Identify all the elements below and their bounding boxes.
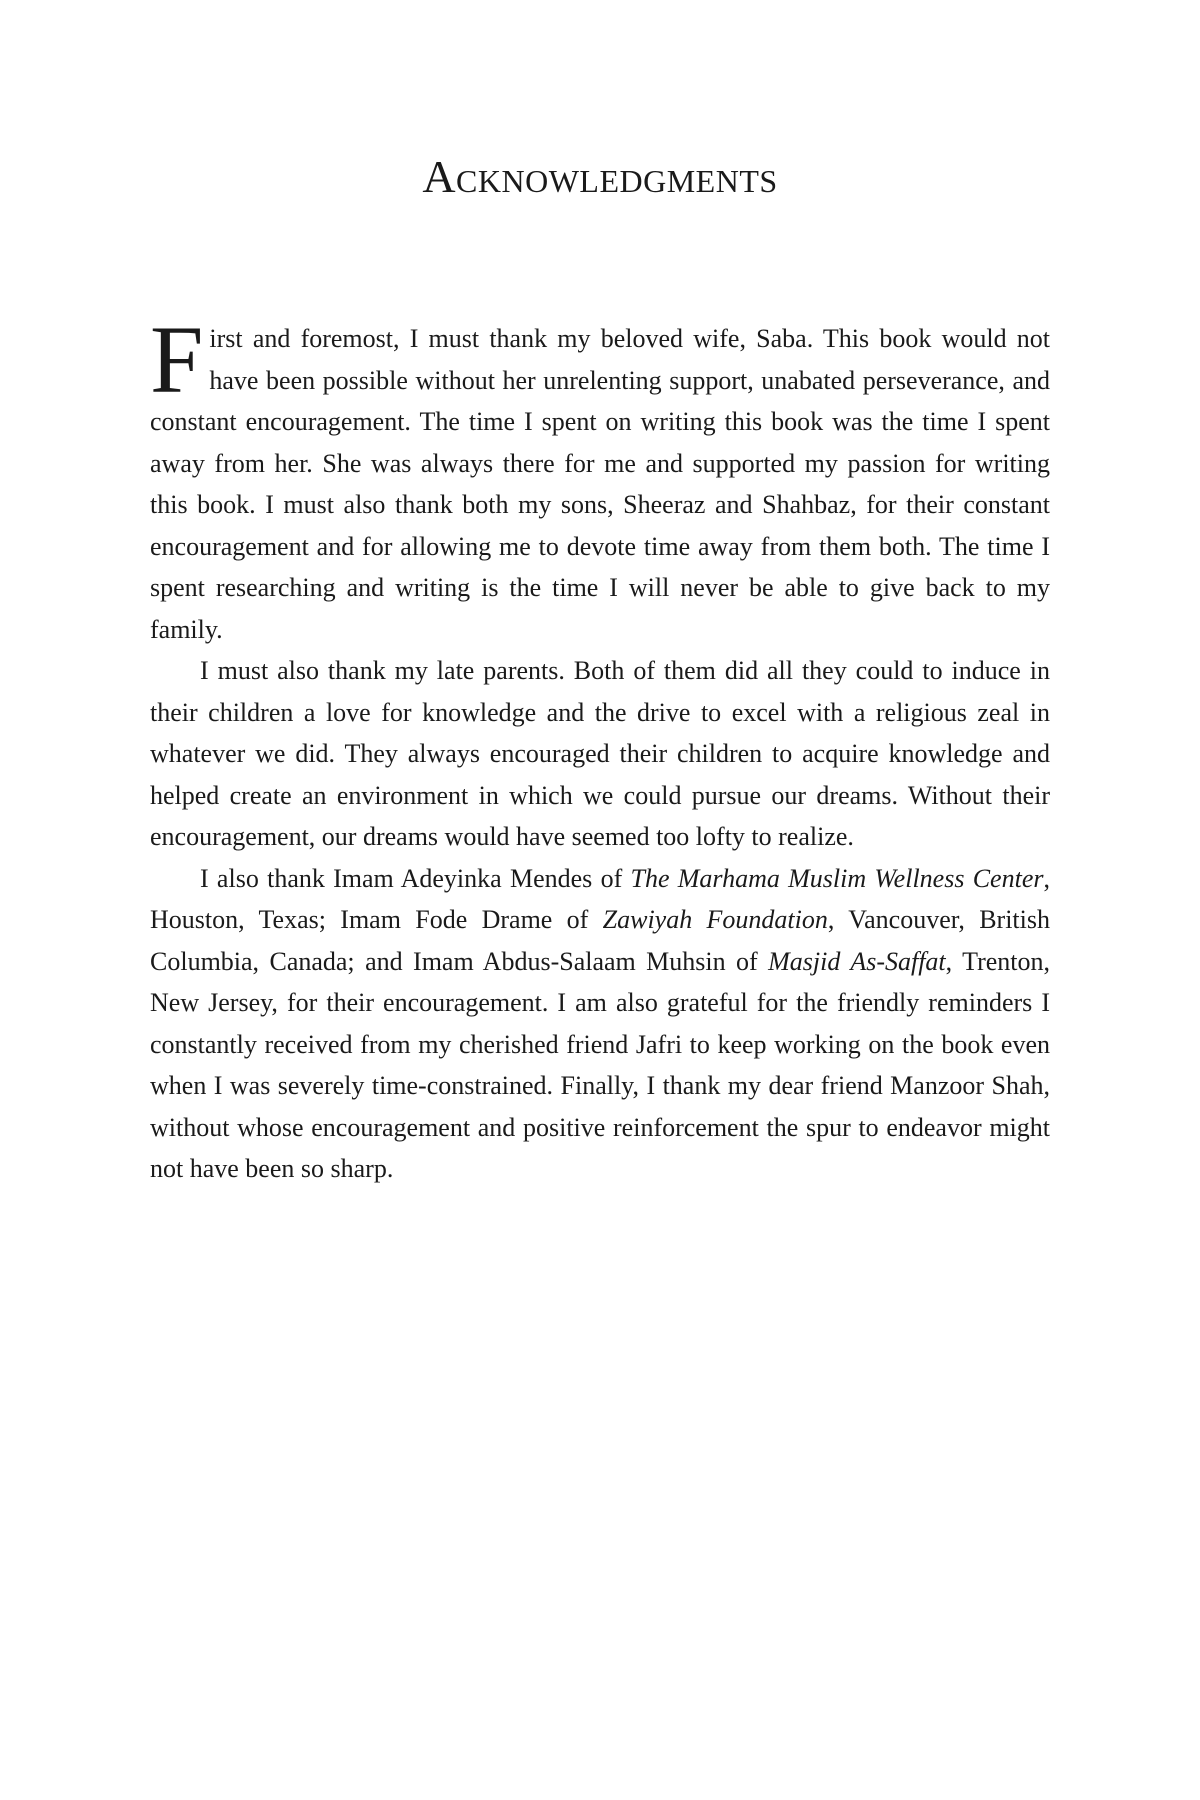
- organization-name-3: Masjid As-Saffat: [768, 946, 946, 976]
- page-title: Acknowledgments: [422, 151, 778, 202]
- organization-name-1: The Marhama Muslim Wellness Center: [630, 863, 1044, 893]
- paragraph-1: [150, 306, 1050, 650]
- paragraph-3: [150, 858, 1050, 1190]
- drop-cap: F: [150, 306, 204, 413]
- paragraph-2: I must also thank my late parents. Both of them did all they could to induce in their children a love for knowledge and the drive to excel with a religious zeal in whatever we did. They always encouraged their children to acquire knowledge and helped create an environment in which we could pursue our dreams. Without their encouragement, our dreams would have seemed too lofty to realize.: [150, 656, 1050, 851]
- paragraph-3-segment-3: , Vancouver, British Columbia, Canada; and Imam Abdus-Salaam Muhsin of: [150, 905, 1050, 976]
- organization-name-2: Zawiyah Foundation: [602, 905, 828, 934]
- paragraph-3-segment-1: I also thank Imam Adeyinka Mendes of: [200, 863, 631, 893]
- paragraph-3-segment-4: , Trenton, New Jersey, for their encouragement. I am also grateful for the friendly reminders I constantly received from my cherished friend Jafri to keep working on the book even when I was severely time-constrained. Finally, I thank my dear friend Manzoor Shah, without whose encouragement and positive reinforcement the spur to endeavor might not have been so sharp.: [150, 946, 1050, 1183]
- acknowledgments-body: [150, 306, 1050, 1190]
- paragraph-3-segment-2: , Houston, Texas; Imam Fode Drame of: [150, 863, 1050, 934]
- paragraph-1-text: irst and foremost, I must thank my beloved wife, Saba. This book would not have been possible without her unrelenting support, unabated perseverance, and constant encouragement. The time I spent on writing this book was the time I spent away from her. She was always there for me and supported my passion for writing this book. I must also thank both my sons, Sheeraz and Shahbaz, for their constant encouragement and for allowing me to devote time away from them both. The time I spent researching and writing is the time I will never be able to give back to my family.: [150, 324, 1050, 644]
